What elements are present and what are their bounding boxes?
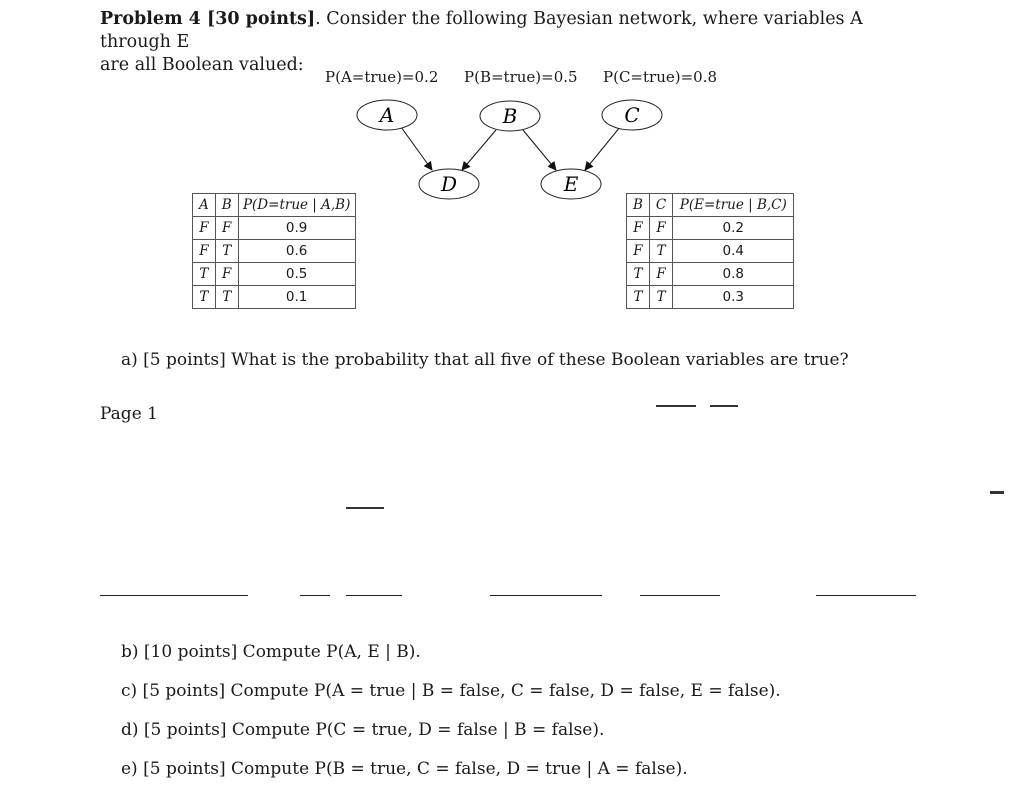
footer-rule — [300, 595, 330, 596]
scan-artifact — [346, 507, 384, 509]
page-label: Page 1 — [100, 404, 158, 424]
footer-rule — [640, 595, 720, 596]
scan-artifact — [990, 491, 1004, 494]
cpt-e-row — [627, 240, 794, 263]
bayes-network-diagram — [0, 0, 1024, 210]
edge-b-e — [523, 130, 556, 170]
cpt-d-header: B — [215, 194, 238, 217]
cpt-e-cell: F — [649, 217, 672, 240]
node-d — [419, 169, 479, 199]
node-e — [541, 169, 601, 199]
prior-b: P(B=true)=0.5 — [464, 68, 578, 86]
cpt-e-header-row — [627, 194, 794, 217]
question-a: a) [5 points] What is the probability that all five of these Boolean variables are true? — [121, 350, 849, 370]
cpt-e-row — [627, 263, 794, 286]
cpt-d-row — [193, 217, 356, 240]
cpt-d-header: A — [193, 194, 216, 217]
node-b — [480, 101, 540, 131]
cpt-d-row — [193, 263, 356, 286]
edge-c-e — [585, 127, 620, 170]
footer-rule — [816, 595, 916, 596]
cpt-d-cell: F — [215, 217, 238, 240]
node-c — [602, 100, 662, 130]
cpt-d-row — [193, 286, 356, 309]
cpt-d-cell: T — [215, 240, 238, 263]
cpt-d-cell: T — [215, 286, 238, 309]
cpt-d-cell: F — [215, 263, 238, 286]
problem-heading: Problem 4 [30 points] — [100, 9, 316, 29]
cpt-d-header: P(D=true | A,B) — [238, 194, 355, 217]
svg-text:C: C — [624, 103, 640, 127]
cpt-e-cell: T — [649, 286, 672, 309]
cpt-e-cell: T — [627, 263, 650, 286]
svg-text:E: E — [563, 172, 579, 196]
cpt-e-cell: F — [627, 217, 650, 240]
question-b: b) [10 points] Compute P(A, E | B). — [121, 642, 421, 662]
intro-line-1: . Consider the following Bayesian network, where variables A through E — [100, 9, 863, 52]
cpt-d-cell: 0.1 — [238, 286, 355, 309]
cpt-e-header: B — [627, 194, 650, 217]
footer-rule — [100, 595, 248, 596]
svg-text:A: A — [379, 103, 395, 127]
cpt-e-row — [627, 217, 794, 240]
cpt-d-cell: F — [193, 240, 216, 263]
svg-text:B: B — [502, 104, 518, 128]
footer-rule — [490, 595, 602, 596]
question-d: d) [5 points] Compute P(C = true, D = false | B = false). — [121, 720, 605, 740]
cpt-e-cell: T — [627, 286, 650, 309]
cpt-e-cell: 0.8 — [673, 263, 794, 286]
cpt-e-cell: F — [649, 263, 672, 286]
edge-a-d — [401, 127, 432, 170]
cpt-e-header: P(E=true | B,C) — [673, 194, 794, 217]
question-c: c) [5 points] Compute P(A = true | B = false, C = false, D = false, E = false). — [121, 681, 781, 701]
cpt-e-cell: 0.4 — [673, 240, 794, 263]
footer-rule — [346, 595, 402, 596]
scan-artifact — [656, 405, 696, 407]
cpt-e-cell: 0.3 — [673, 286, 794, 309]
cpt-e-cell: T — [649, 240, 672, 263]
cpt-e-row — [627, 286, 794, 309]
cpt-e-cell: 0.2 — [673, 217, 794, 240]
cpt-d-cell: T — [193, 286, 216, 309]
cpt-d-cell: F — [193, 217, 216, 240]
svg-text:D: D — [440, 172, 458, 196]
question-e: e) [5 points] Compute P(B = true, C = false, D = true | A = false). — [121, 759, 688, 779]
cpt-e-header: C — [649, 194, 672, 217]
cpt-e-cell: F — [627, 240, 650, 263]
cpt-d-row — [193, 240, 356, 263]
cpt-d-cell: T — [193, 263, 216, 286]
cpt-d-cell: 0.9 — [238, 217, 355, 240]
cpt-d-header-row — [193, 194, 356, 217]
scan-artifact — [710, 405, 738, 407]
intro-line-2: are all Boolean valued: — [100, 55, 304, 75]
cpt-d-table — [192, 193, 356, 309]
cpt-d-cell: 0.6 — [238, 240, 355, 263]
cpt-d-cell: 0.5 — [238, 263, 355, 286]
cpt-e-table — [626, 193, 794, 309]
prior-c: P(C=true)=0.8 — [603, 68, 718, 86]
prior-a: P(A=true)=0.2 — [325, 68, 439, 86]
node-a — [357, 100, 417, 130]
edge-b-d — [462, 130, 496, 170]
